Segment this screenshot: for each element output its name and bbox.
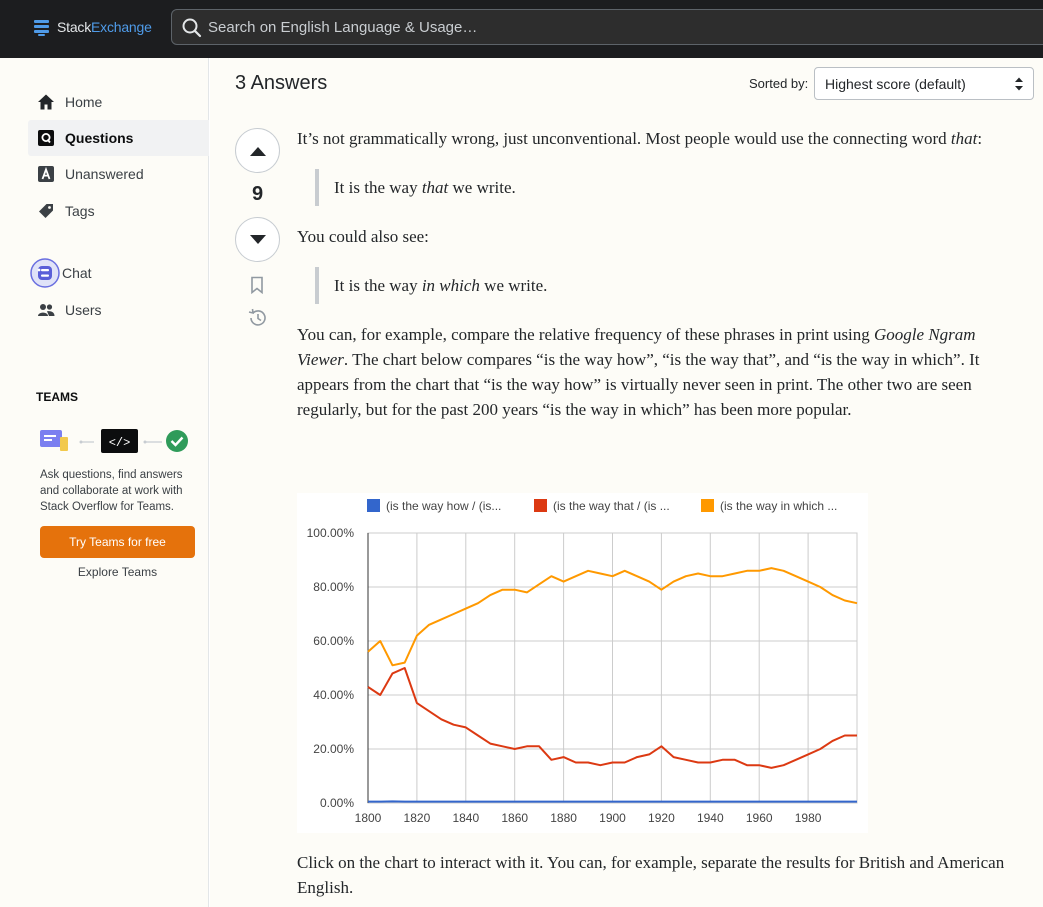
text-span: You can, for example, compare the relative frequency of these phrases in print using [297,325,875,344]
answer-paragraph: Click on the chart to interact with it. You can, for example, separate the results for British and American English. [297,853,1005,897]
stackexchange-logo[interactable] [34,17,152,37]
teams-description: Ask questions, find answers and collaborate at work with Stack Overflow for Teams. [40,469,183,513]
sidebar-item-label: Users [65,302,102,318]
y-tick-label: 100.00% [306,526,354,540]
ngram-chart-svg[interactable] [297,493,868,833]
x-tick-label: 1900 [599,811,626,825]
emphasis-text: that [421,178,449,197]
text-span: : [977,129,983,148]
x-tick-label: 1960 [745,811,773,825]
timeline-button[interactable] [246,307,268,329]
text-span: . The chart below compares “is the way how”, “is the way that”, and “is the way in which”. It appears from the chart that “is the way how” is virtually never seen in print. The other two are seen regularly, but for the past 200 years “is the way in which” has been more popular. [297,350,980,419]
questions-icon [36,128,56,148]
text-span: It is the way [334,276,422,295]
text-span: It’s not grammatically wrong, just unconventional. Most people would use the connecting word [297,129,951,148]
sidebar-item-label: Home [65,94,103,110]
blockquote [315,169,1007,206]
unanswered-icon [36,164,56,184]
sidebar-item-chat[interactable] [28,255,209,291]
x-tick-label: 1920 [648,811,675,825]
caret-up-icon [249,145,267,157]
sidebar-item-home[interactable] [28,84,209,120]
vote-count: 9 [251,183,264,205]
legend-label: (is the way in which ... [720,499,838,513]
text-span: It is the way [334,178,422,197]
caret-down-icon [249,234,267,246]
logo-text-exchange: Exchange [91,19,152,35]
try-teams-button[interactable]: Try Teams for free [40,526,195,558]
bookmark-button[interactable] [246,274,268,296]
x-tick-label: 1800 [354,811,382,825]
top-bar [0,0,1043,58]
blockquote [315,267,1007,304]
x-tick-label: 1880 [550,811,577,825]
ngram-link[interactable]: Google Ngram Viewer [297,325,976,369]
sidebar-item-unanswered[interactable] [28,156,209,192]
y-tick-label: 0.00% [319,796,354,810]
sidebar-item-users[interactable] [28,292,209,328]
x-tick-label: 1940 [696,811,724,825]
answer-paragraph [297,322,1007,422]
y-tick-label: 40.00% [313,688,354,702]
legend-label: (is the way how / (is... [386,499,502,513]
text-span: we write. [479,276,548,295]
sidebar-item-label: Unanswered [65,166,144,182]
sidebar-item-questions[interactable] [28,120,209,156]
sidebar-item-label: Questions [65,130,134,146]
teams-heading: TEAMS [36,390,78,404]
x-tick-label: 1820 [403,811,431,825]
chat-icon [30,258,60,288]
x-tick-label: 1860 [501,811,529,825]
select-arrows-icon [1015,76,1023,92]
y-tick-label: 20.00% [313,742,354,756]
bookmark-icon [250,276,264,294]
sidebar-item-label: Chat [62,265,92,281]
answers-count-heading: 3 Answers [235,72,328,94]
legend-label: (is the way that / (is ... [553,499,670,513]
sidebar-item-tags[interactable] [28,193,209,229]
ngram-chart[interactable] [297,493,868,833]
history-icon [247,308,267,328]
sidebar-item-label: Tags [65,203,95,219]
main-content [210,58,1043,907]
upvote-button[interactable] [235,128,280,173]
emphasis-text: in which [421,276,480,295]
answer-body [297,126,1007,422]
sorted-by-label: Sorted by: [749,76,809,91]
legend-swatch [367,499,380,512]
stackexchange-logo-icon [34,19,50,35]
search-icon [181,17,203,39]
legend-swatch [701,499,714,512]
tag-icon [36,201,56,221]
x-tick-label: 1980 [794,811,822,825]
users-icon [36,300,56,320]
home-icon [36,92,56,112]
sort-select[interactable] [814,67,1034,100]
explore-teams-link[interactable]: Explore Teams [77,565,158,579]
svg-text:</>: </> [108,436,131,450]
downvote-button[interactable] [235,217,280,262]
sort-select-value: Highest score (default) [825,76,966,92]
y-tick-label: 60.00% [313,634,354,648]
emphasis-text: that [950,129,978,148]
teams-illustration-icon [38,427,193,455]
search-input[interactable] [208,15,1008,39]
left-sidebar [0,58,209,907]
logo-text-stack: Stack [57,19,92,35]
x-tick-label: 1840 [452,811,480,825]
text-span: we write. [448,178,516,197]
answer-paragraph: You could also see: [297,227,429,246]
answer-paragraph [297,126,1007,151]
search-box[interactable] [171,9,1043,45]
y-tick-label: 80.00% [313,580,354,594]
legend-swatch [534,499,547,512]
